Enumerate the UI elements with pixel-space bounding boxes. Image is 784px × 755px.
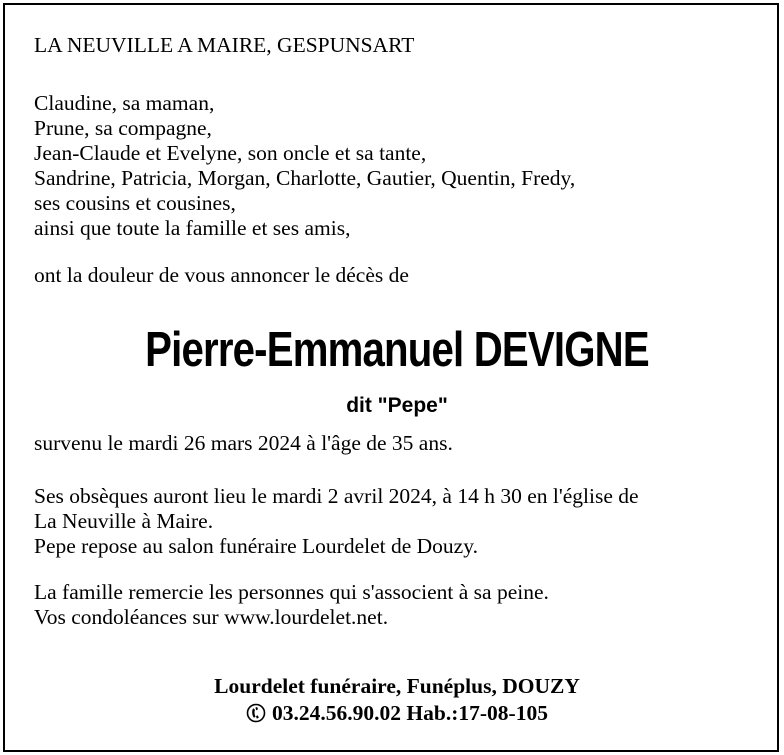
- location-line: [34, 33, 414, 58]
- thanks-block: [34, 580, 549, 630]
- funeral-line: La Neuville à Maire.: [34, 509, 214, 533]
- deceased-name: Pierre-Emmanuel DEVIGNE: [145, 323, 649, 377]
- obituary-notice: [3, 3, 779, 752]
- phone-number: 03.24.56.90.02 Hab.:17-08-105: [272, 701, 548, 725]
- thanks-line: La famille remercie les personnes qui s'associent à sa peine.: [34, 580, 549, 604]
- family-line: ainsi que toute la famille et ses amis,: [34, 216, 351, 240]
- funeral-line: Ses obsèques auront lieu le mardi 2 avril 2024, à 14 h 30 en l'église de: [34, 484, 639, 508]
- death-info-text: survenu le mardi 26 mars 2024 à l'âge de 35 ans.: [34, 431, 453, 455]
- family-line: ses cousins et cousines,: [34, 191, 236, 215]
- family-line: Jean-Claude et Evelyne, son oncle et sa tante,: [34, 141, 427, 165]
- family-line: Sandrine, Patricia, Morgan, Charlotte, Gautier, Quentin, Fredy,: [34, 166, 576, 190]
- announcement-line: [34, 263, 409, 288]
- funeral-home-contact: [5, 700, 784, 727]
- family-list: [34, 91, 575, 241]
- announcement-text: ont la douleur de vous annoncer le décès de: [34, 263, 409, 287]
- funeral-home-name: Lourdelet funéraire, Funéplus, DOUZY: [214, 674, 580, 698]
- location-text: LA NEUVILLE A MAIRE, GESPUNSART: [34, 33, 415, 57]
- deceased-nickname: dit "Pepe": [346, 394, 448, 417]
- phone-icon: [246, 703, 266, 723]
- funeral-line: Pepe repose au salon funéraire Lourdelet de Douzy.: [34, 534, 478, 558]
- family-line: Claudine, sa maman,: [34, 91, 215, 115]
- funeral-details: [34, 484, 639, 559]
- death-info: [34, 431, 453, 456]
- family-line: Prune, sa compagne,: [34, 116, 212, 140]
- thanks-line: Vos condoléances sur www.lourdelet.net.: [34, 605, 389, 629]
